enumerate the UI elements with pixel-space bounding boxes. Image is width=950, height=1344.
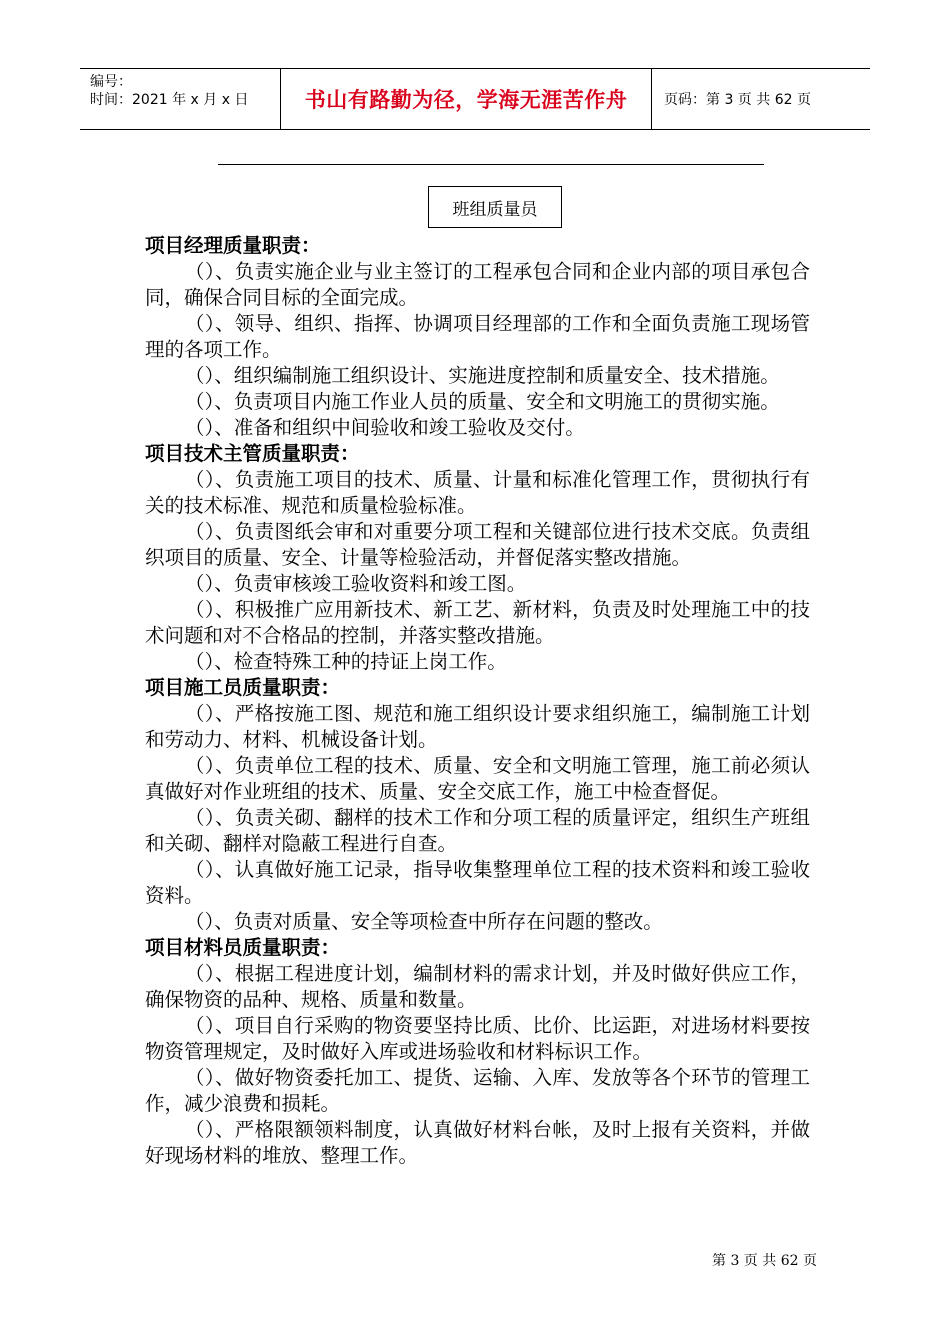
duty-item: （）、根据工程进度计划，编制材料的需求计划，并及时做好供应工作，确保物资的品种、规格、质量和数量。 [145,962,810,1011]
document-body [145,233,810,1169]
duty-item: （）、负责项目内施工作业人员的质量、安全和文明施工的贯彻实施。 [185,390,780,413]
number-label: 编号： [90,74,132,90]
duty-item: （）、项目自行采购的物资要坚持比质、比价、比运距，对进场材料要按物资管理规定，及时做好入库或进场验收和材料标识工作。 [145,1014,810,1063]
duty-item: （）、负责实施企业与业主签订的工程承包合同和企业内部的项目承包合同，确保合同目标的全面完成。 [145,260,810,309]
box-label: 班组质量员 [428,186,562,228]
section-title: 项目施工员质量职责： [145,676,341,699]
header-meta [80,69,281,129]
section-title: 项目经理质量职责： [145,234,321,257]
duty-item: （）、负责施工项目的技术、质量、计量和标准化管理工作，贯彻执行有关的技术标准、规范和质量检验标准。 [145,468,810,517]
duty-item: （）、负责审核竣工验收资料和竣工图。 [185,572,527,595]
duty-item: （）、负责图纸会审和对重要分项工程和关键部位进行技术交底。负责组织项目的质量、安全、计量等检验活动，并督促落实整改措施。 [145,520,810,569]
page-footer: 第 3 页 共 62 页 [712,1253,817,1269]
section-title: 项目材料员质量职责： [145,936,341,959]
duty-item: （）、检查特殊工种的持证上岗工作。 [185,650,507,673]
duty-item: （）、负责关砌、翻样的技术工作和分项工程的质量评定，组织生产班组和关砌、翻样对隐蔽工程进行自查。 [145,806,810,855]
duty-item: （）、组织编制施工组织设计、实施进度控制和质量安全、技术措施。 [185,364,780,387]
page-header [80,68,870,130]
horizontal-rule [218,164,764,165]
section-title: 项目技术主管质量职责： [145,442,360,465]
duty-item: （）、严格按施工图、规范和施工组织设计要求组织施工，编制施工计划和劳动力、材料、机械设备计划。 [145,702,810,751]
duty-item: （）、负责对质量、安全等项检查中所存在问题的整改。 [185,910,663,933]
duty-item: （）、负责单位工程的技术、质量、安全和文明施工管理，施工前必须认真做好对作业班组的技术、质量、安全交底工作，施工中检查督促。 [145,754,810,803]
header-page-info: 页码：第 3 页 共 62 页 [664,92,811,108]
duty-item: （）、领导、组织、指挥、协调项目经理部的工作和全面负责施工现场管理的各项工作。 [145,312,810,361]
duty-item: （）、积极推广应用新技术、新工艺、新材料，负责及时处理施工中的技术问题和对不合格品的控制，并落实整改措施。 [145,598,810,647]
duty-item: （）、严格限额领料制度，认真做好材料台帐，及时上报有关资料，并做好现场材料的堆放、整理工作。 [145,1118,810,1167]
time-label: 时间：2021 年 x 月 x 日 [90,92,249,108]
duty-item: （）、准备和组织中间验收和竣工验收及交付。 [185,416,585,439]
header-motto: 书山有路勤为径，学海无涯苦作舟 [281,69,652,129]
duty-item: （）、做好物资委托加工、提货、运输、入库、发放等各个环节的管理工作，减少浪费和损耗。 [145,1066,810,1115]
duty-item: （）、认真做好施工记录，指导收集整理单位工程的技术资料和竣工验收资料。 [145,858,810,907]
